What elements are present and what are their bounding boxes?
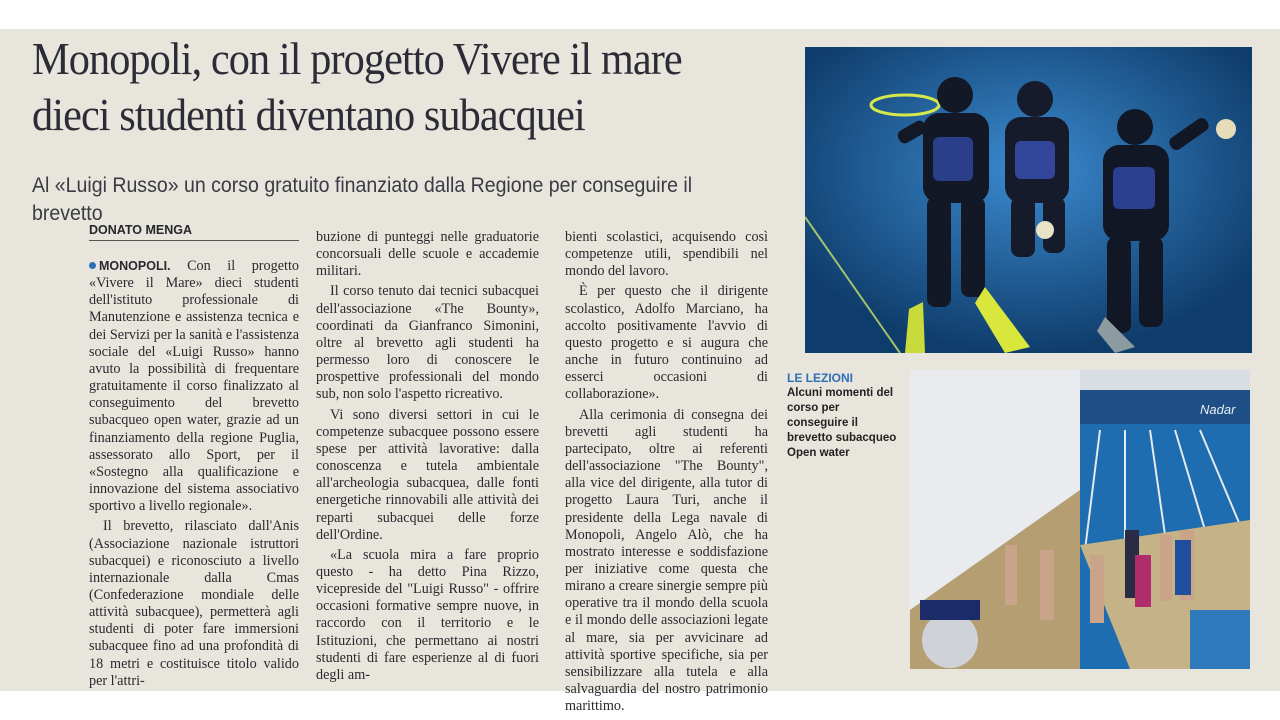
swimming-pool-photo (910, 370, 1250, 669)
paragraph: Alla cerimonia di consegna dei brevetti agli studenti ha partecipato, oltre ai referenti dell'associazione "The Bounty", alla vice del dirigente, alla tutor di progetto Laura Turi, anche il presidente della Lega navale di Monopoli, Angelo Alò, che ha mostrato interesse e soddisfazione per iniziative come questa che mirano a creare sinergie sempre più operative tra il mondo della scuola e il mondo delle associazioni legate al mare, sia per avvicinare ad attività sportive specifiche, sia per sensibilizzare alla tutela e alla salvaguardia del nostro patrimonio marittimo. (565, 406, 768, 715)
caption-kicker: LE LEZIONI (787, 371, 853, 385)
newspaper-clipping (0, 29, 1280, 715)
article-column-1 (89, 258, 299, 693)
caption-text: Alcuni momenti del corso per conseguire il brevetto subacqueo Open water (787, 387, 897, 459)
pool-banner: Nadar (1200, 402, 1236, 417)
paragraph: È per questo che il dirigente scolastico, Adolfo Marciano, ha accolto positivamente l'avvio di questo progetto e si augura che anche in futuro continuino ad esserci occasioni di collaborazione». (565, 283, 768, 403)
bullet-icon (89, 262, 96, 269)
article-column-3 (565, 229, 768, 718)
byline: DONATO MENGA (89, 223, 299, 241)
paragraph: bienti scolastici, acquisendo così competenze utili, spendibili nel mondo del lavoro. (565, 229, 768, 280)
paragraph: Il corso tenuto dai tecnici subacquei dell'associazione «The Bounty», coordinati da Gianfranco Simonini, oltre al brevetto agli studenti ha permesso loro di conoscere le prospettive professionali del mondo sub, non solo l'aspetto ricreativo. (316, 283, 539, 403)
paragraph: Vi sono diversi settori in cui le competenze subacquee possono essere spese per attività lavorative: dalla conoscenza e tutela ambientale all'archeologia subacquea, dalle fonti energetiche rinnovabili alle attività dei reparti subacquei delle forze dell'Ordine. (316, 406, 539, 543)
paragraph: «La scuola mira a fare proprio questo - ha detto Pina Rizzo, vicepreside del "Luigi Russo" - offrire occasioni formative sempre nuove, in raccordo con il territorio e le Istituzioni, che permettano ai nostri studenti di fare esperienze al di fuori degli am- (316, 546, 539, 683)
headline (32, 31, 740, 143)
paragraph: buzione di punteggi nelle graduatorie concorsuali delle scuole e accademie militari. (316, 229, 539, 280)
article-column-2 (316, 229, 539, 687)
subheadline: Al «Luigi Russo» un corso gratuito finanziato dalla Regione per conseguire il brevetto (32, 174, 693, 225)
paragraph: Il brevetto, rilasciato dall'Anis (Associazione nazionale istruttori subacquei) e riconosciuto a livello internazionale dalla Cmas (Confederazione mondiale delle attività subacquee), permetterà agli studenti di poter fare immersioni subacquee fino ad una profondità di 18 metri e costituisce titolo valido per l'attri- (89, 518, 299, 689)
divers-illustration (805, 47, 1252, 353)
headline-line-2: dieci studenti diventano subacquei (32, 89, 585, 140)
photo-caption (787, 371, 902, 461)
dateline: MONOPOLI. (99, 259, 171, 273)
headline-line-1: Monopoli, con il progetto Vivere il mare (32, 33, 682, 84)
divers-underwater-photo (805, 47, 1252, 353)
paragraph: MONOPOLI. Con il progetto «Vivere il Mare» dieci studenti dell'istituto professionale di Manutenzione e assistenza tecnica e dei Servizi per la sanità e l'assistenza sociale del «Luigi Russo» hanno avuto la possibilità di frequentare gratuitamente il corso finalizzato al conseguimento del brevetto subacqueo open water, grazie ad un finanziamento della regione Puglia, assessorato allo Sport, per il «Sostegno alla qualificazione e innovazione del sistema associativo sportivo a livello regionale». (89, 258, 299, 515)
pool-illustration (910, 370, 1250, 669)
